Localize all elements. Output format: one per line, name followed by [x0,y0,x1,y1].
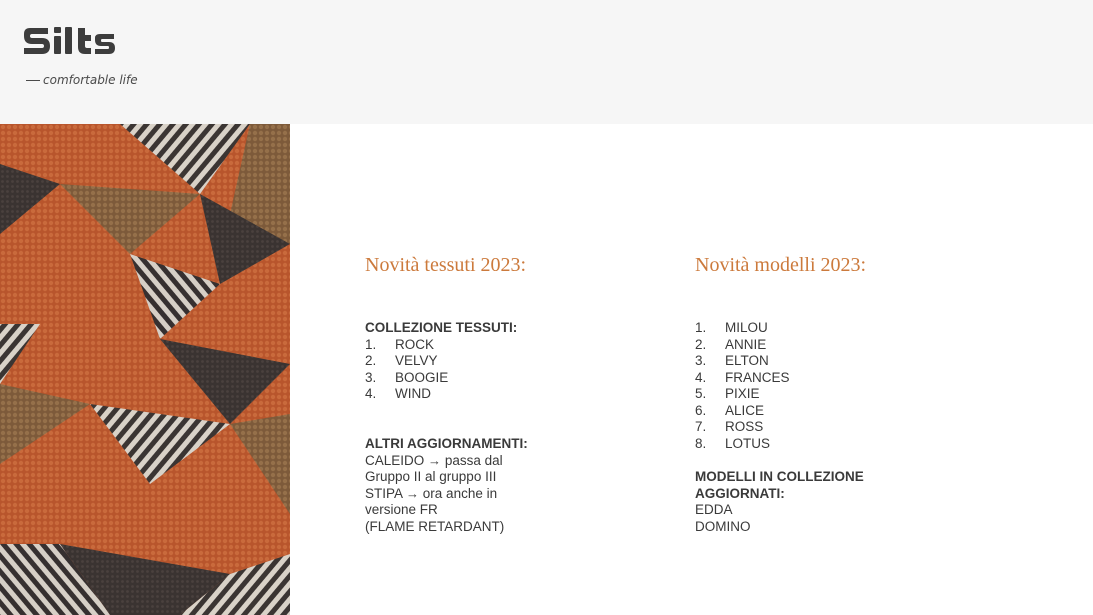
brand-logo [22,30,152,94]
updated-models-title-line2: AGGIORNATI: [695,485,785,501]
update-line: versione FR [365,502,438,517]
arrow-right-icon: → [406,485,420,501]
list-number: 7. [695,419,707,434]
list-number: 1. [695,320,707,335]
model-name: ALICE [725,402,765,418]
model-name: ROSS [725,419,764,434]
list-item [695,337,955,354]
update-line: Gruppo II al gruppo III [365,469,497,484]
fabrics-heading: Novità tessuti 2023: [365,254,527,276]
fabric-name: ROCK [395,336,435,352]
models-list [695,320,955,452]
list-item [695,436,955,453]
updated-models-title: MODELLI IN COLLEZIONE [695,469,864,484]
list-item [695,419,955,436]
list-number: 8. [695,435,707,451]
brand-tagline [26,73,138,87]
fabrics-updates-block [365,436,595,535]
sits-logo-graphic [22,24,134,70]
tagline-dash [26,80,40,81]
fabrics-updates-title: ALTRI AGGIORNAMENTI: [365,436,528,451]
list-number: 2. [695,336,707,352]
tagline-text: comfortable life [43,73,138,87]
update-line [365,453,595,470]
list-number: 6. [695,402,707,418]
model-name: FRANCES [725,369,790,385]
list-item [695,353,955,370]
model-name: MILOU [725,320,768,335]
fabric-name: BOOGIE [395,369,449,385]
list-number: 3. [365,369,377,385]
list-item [695,320,955,337]
updated-model-name: EDDA [695,502,733,517]
list-number: 4. [365,386,377,401]
fabrics-list [365,337,595,403]
list-item [365,337,595,354]
model-name: LOTUS [725,435,771,451]
fabrics-collection-title: COLLEZIONE TESSUTI: [365,320,518,335]
list-number: 1. [365,336,377,352]
update-text: passa dal [444,452,503,468]
updated-models-block [695,469,955,535]
update-line [365,486,595,503]
page-header [0,0,1093,124]
list-item [695,370,955,387]
model-name: ANNIE [725,336,767,352]
model-name: PIXIE [725,386,760,401]
update-fabric-name: CALEIDO [365,452,425,468]
list-number: 5. [695,386,707,401]
list-item [695,403,955,420]
fabrics-collection-block [365,320,595,403]
list-item [365,386,595,403]
list-number: 3. [695,353,707,368]
update-text: ora anche in [422,485,498,501]
model-name: ELTON [725,353,769,368]
fabric-photo [0,124,290,615]
fabric-pattern-image [0,124,290,615]
fabric-name: VELVY [395,353,438,368]
list-item [365,370,595,387]
updated-model-name: DOMINO [695,518,751,534]
list-item [365,353,595,370]
fabric-name: WIND [395,386,431,401]
update-fabric-name: STIPA [365,485,403,501]
update-line: (FLAME RETARDANT) [365,518,505,534]
arrow-right-icon: → [428,452,442,468]
list-number: 2. [365,353,377,368]
models-block [695,320,955,452]
models-heading: Novità modelli 2023: [695,254,867,276]
list-number: 4. [695,369,707,385]
list-item [695,386,955,403]
